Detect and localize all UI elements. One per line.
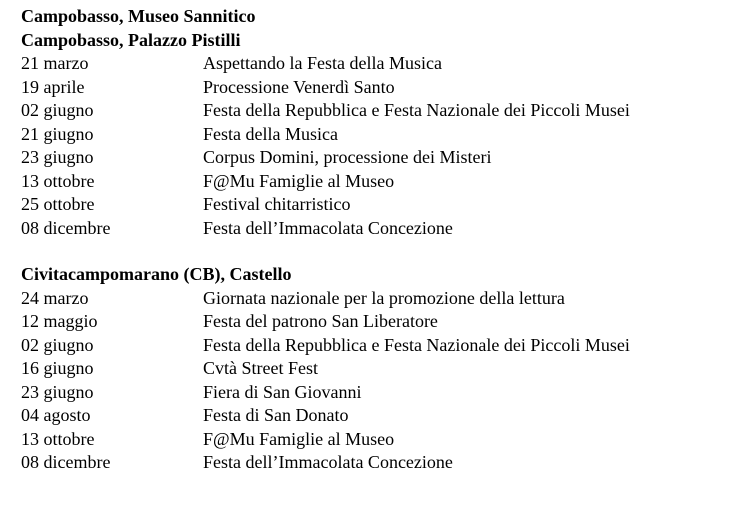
event-date: 19 aprile — [21, 76, 85, 97]
schedule-row — [21, 123, 721, 147]
event-date: 24 marzo — [21, 287, 89, 308]
schedule-row — [21, 381, 721, 405]
schedule-row — [21, 217, 721, 241]
event-title: Festa dell’Immacolata Concezione — [203, 452, 453, 472]
event-date: 16 giugno — [21, 358, 94, 378]
event-title: F@Mu Famiglie al Museo — [203, 428, 395, 449]
schedule-row — [21, 193, 721, 217]
schedule-row — [21, 310, 721, 334]
event-title: Festa della Musica — [203, 123, 338, 144]
schedule-row — [21, 428, 721, 452]
schedule-row — [21, 99, 721, 123]
schedule-row — [21, 287, 721, 311]
event-title: Aspettando la Festa della Musica — [203, 53, 442, 73]
schedule-row — [21, 404, 721, 428]
schedule-row — [21, 76, 721, 100]
event-date: 04 agosto — [21, 405, 91, 425]
event-title: Corpus Domini, processione dei Misteri — [203, 147, 492, 167]
schedule-row — [21, 170, 721, 194]
event-title: Fiera di San Giovanni — [203, 381, 362, 402]
event-date: 21 giugno — [21, 123, 94, 144]
section-civitacampomarano — [21, 263, 721, 475]
event-date: 02 giugno — [21, 334, 94, 355]
event-schedule — [21, 5, 721, 475]
schedule-row — [21, 52, 721, 76]
event-date: 08 dicembre — [21, 217, 111, 238]
event-date: 21 marzo — [21, 53, 89, 73]
event-title: Festival chitarristico — [203, 194, 351, 214]
section-campobasso — [21, 5, 721, 240]
event-date: 23 giugno — [21, 381, 94, 402]
event-date: 13 ottobre — [21, 428, 95, 449]
schedule-row — [21, 357, 721, 381]
section-heading: Civitacampomarano (CB), Castello — [21, 264, 292, 284]
event-date: 25 ottobre — [21, 194, 95, 214]
event-date: 02 giugno — [21, 100, 94, 120]
event-title: Processione Venerdì Santo — [203, 76, 395, 97]
event-date: 23 giugno — [21, 147, 94, 167]
schedule-row — [21, 451, 721, 475]
schedule-row — [21, 334, 721, 358]
event-title: F@Mu Famiglie al Museo — [203, 170, 395, 191]
event-title: Giornata nazionale per la promozione della lettura — [203, 287, 565, 308]
section-heading: Campobasso, Museo Sannitico — [21, 6, 256, 26]
event-title: Cvtà Street Fest — [203, 358, 318, 378]
event-title: Festa di San Donato — [203, 405, 349, 425]
event-date: 12 maggio — [21, 311, 98, 331]
event-title: Festa del patrono San Liberatore — [203, 311, 438, 331]
section-heading: Campobasso, Palazzo Pistilli — [21, 29, 241, 50]
event-title: Festa della Repubblica e Festa Nazionale dei Piccoli Musei — [203, 100, 630, 120]
schedule-row — [21, 146, 721, 170]
event-date: 13 ottobre — [21, 170, 95, 191]
event-date: 08 dicembre — [21, 452, 111, 472]
event-title: Festa dell’Immacolata Concezione — [203, 217, 453, 238]
event-title: Festa della Repubblica e Festa Nazionale dei Piccoli Musei — [203, 334, 630, 355]
